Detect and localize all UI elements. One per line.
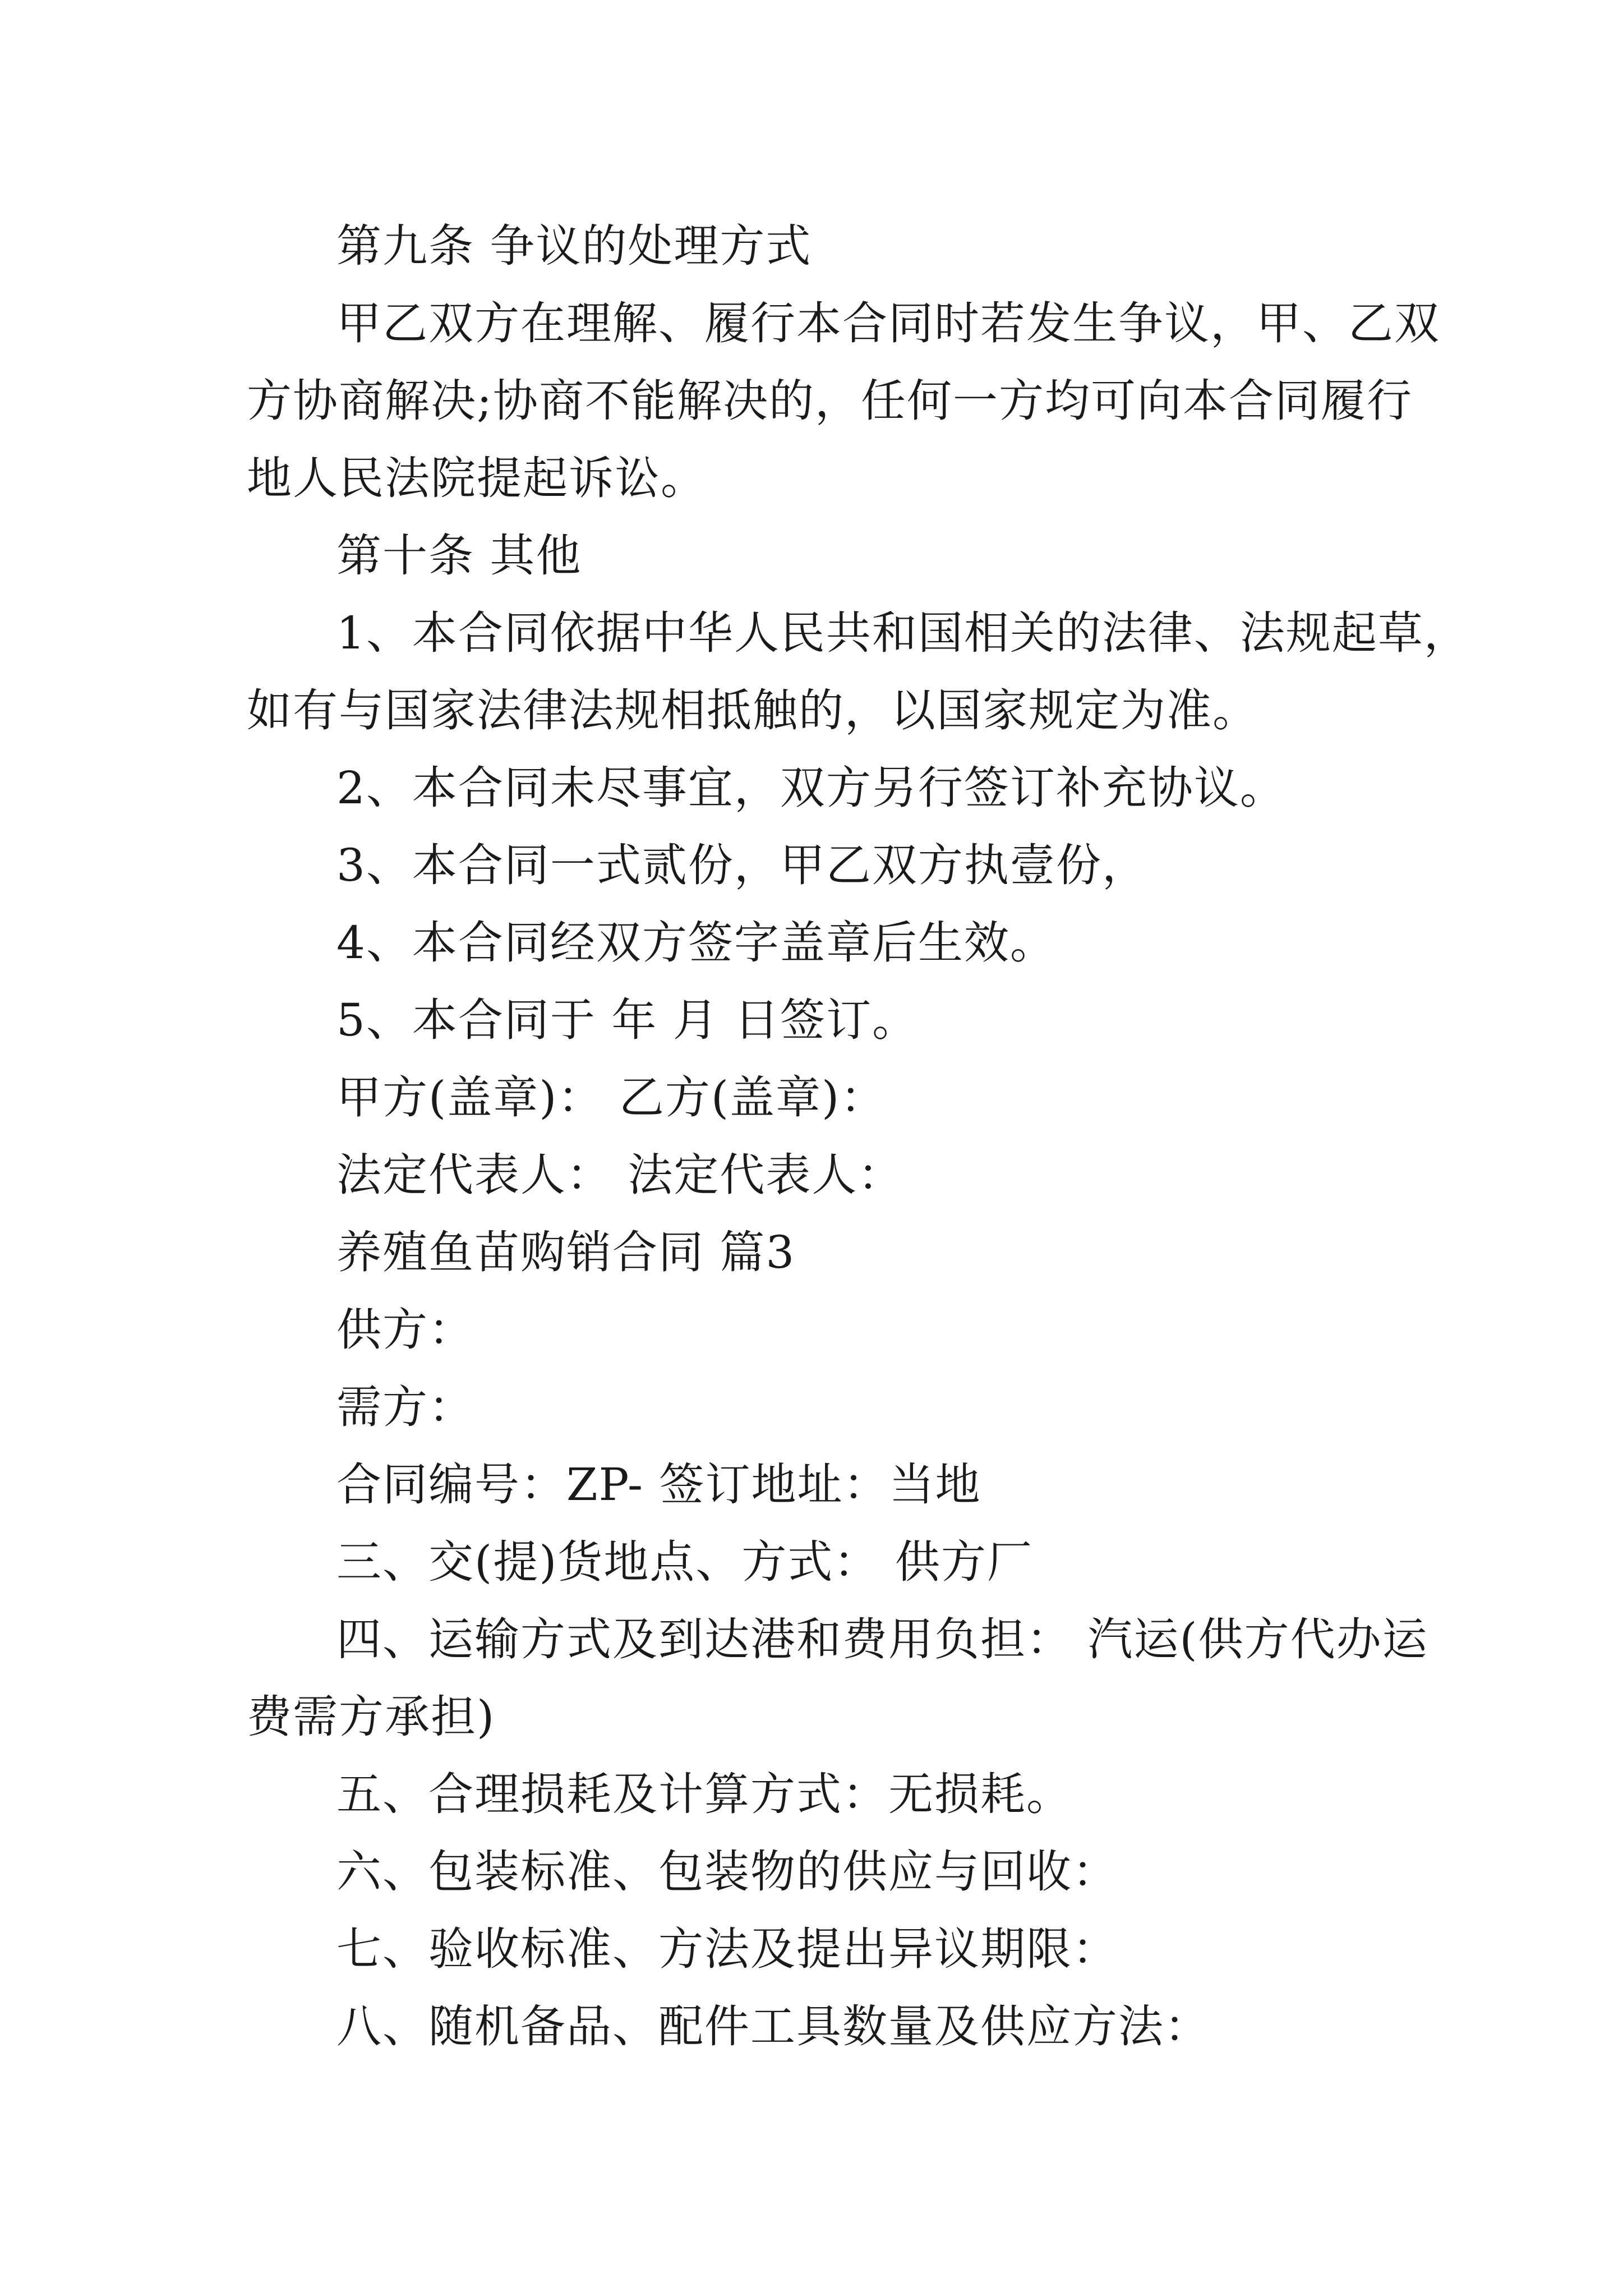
clause-5: 5、本合同于 年 月 日签订。: [336, 994, 919, 1046]
article-9-heading: 第九条 争议的处理方式: [336, 220, 812, 272]
item-4-transport: 四、运输方式及到达港和费用负担： 汽运(供方代办运: [336, 1613, 1428, 1665]
legal-representative-line: 法定代表人： 法定代表人：: [336, 1149, 904, 1201]
clause-1-continuation: 如有与国家法律法规相抵触的，以国家规定为准。: [247, 684, 1258, 737]
clause-3: 3、本合同一式贰份，甲乙双方执壹份，: [336, 839, 1148, 891]
item-4-continuation: 费需方承担): [247, 1691, 496, 1743]
contract-number-line: 合同编号：ZP- 签订地址：当地: [336, 1458, 981, 1511]
supplier-line: 供方：: [336, 1304, 474, 1356]
item-3-delivery: 三、交(提)货地点、方式： 供方厂: [336, 1536, 1033, 1588]
item-5-loss: 五、合理损耗及计算方式：无损耗。: [336, 1768, 1072, 1820]
clause-2: 2、本合同未尽事宜，双方另行签订补充协议。: [336, 762, 1286, 814]
paragraph-line: 方协商解决;协商不能解决的，任何一方均可向本合同履行: [247, 375, 1413, 427]
item-8-spare-parts: 八、随机备品、配件工具数量及供应方法：: [336, 2000, 1210, 2053]
article-10-heading: 第十条 其他: [336, 530, 582, 582]
buyer-line: 需方：: [336, 1381, 474, 1433]
clause-4: 4、本合同经双方签字盖章后生效。: [336, 917, 1056, 969]
paragraph-line: 甲乙双方在理解、履行本合同时若发生争议，甲、乙双: [336, 297, 1440, 349]
paragraph-line: 地人民法院提起诉讼。: [247, 452, 707, 504]
item-7-acceptance: 七、验收标准、方法及提出异议期限：: [336, 1923, 1118, 1975]
document-body: [247, 208, 1470, 2065]
clause-1-line: 1、本合同依据中华人民共和国相关的法律、法规起草，: [336, 607, 1470, 659]
party-seal-line: 甲方(盖章)： 乙方(盖章)：: [336, 1071, 887, 1124]
item-6-packaging: 六、包装标准、包装物的供应与回收：: [336, 1846, 1118, 1898]
contract-section-title: 养殖鱼苗购销合同 篇3: [336, 1226, 796, 1278]
